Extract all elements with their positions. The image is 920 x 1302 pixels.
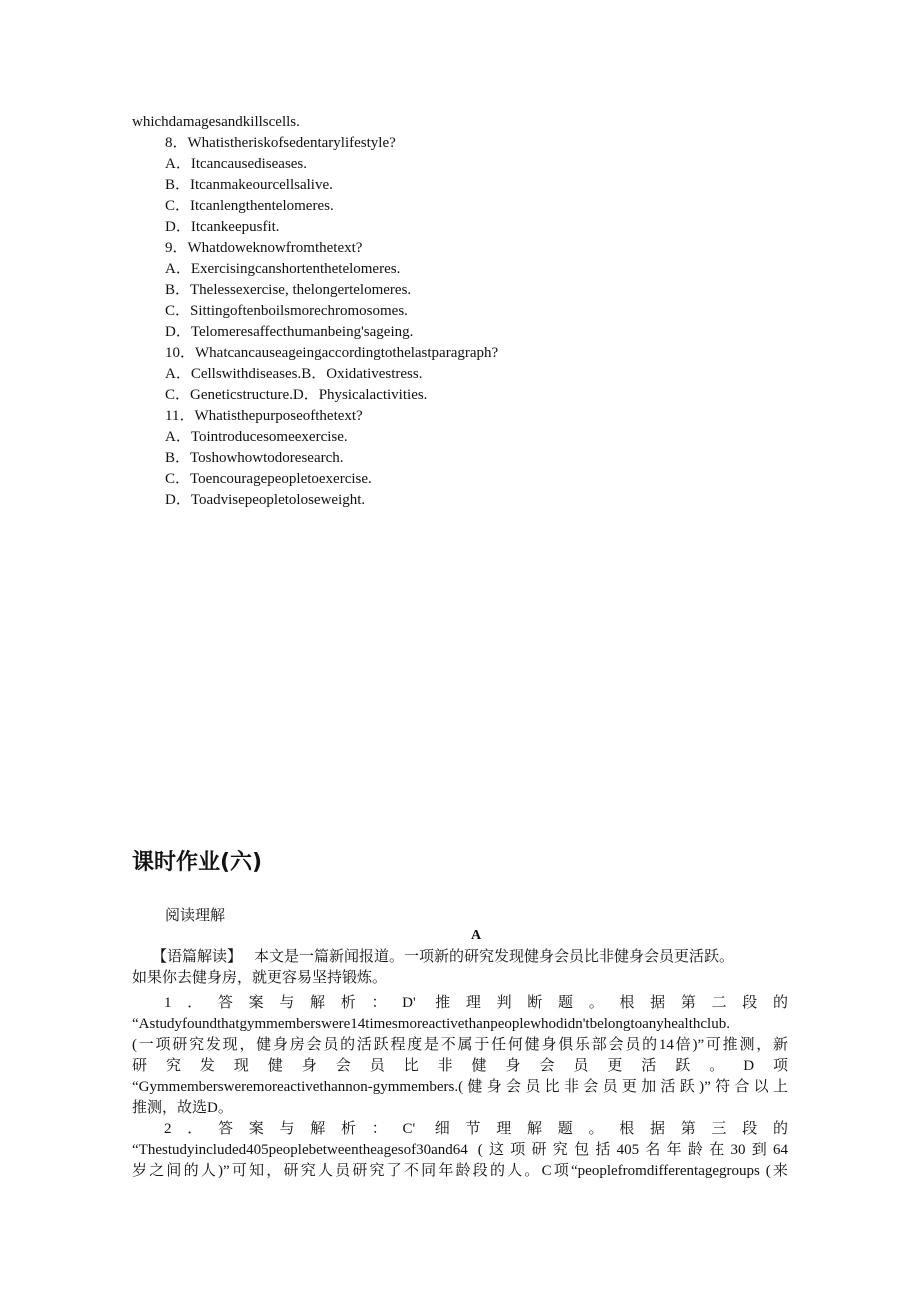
section-subheading: 阅读理解 [165,908,226,924]
question-11-option-a: A．Tointroducesomeexercise. [165,429,348,445]
answer-1-line-2: “Astudyfoundthatgymmemberswere14timesmoreactivethanpeoplewhodidn'tbelongtoanyhealthclub. [132,1016,730,1032]
question-9-option-a: A．Exercisingcanshortenthetelomeres. [165,261,401,277]
summary-line-2: 如果你去健身房，就更容易坚持锻炼。 [132,968,388,986]
question-11-option-d: D．Toadvisepeopletoloseweight. [165,492,366,508]
question-8-option-c: C．Itcanlengthentelomeres. [165,198,334,214]
question-10-options-cd: C．Geneticstructure.D．Physicalactivities. [165,387,428,403]
question-10-stem: 10．Whatcancauseageingaccordingtothelastparagraph? [165,345,499,361]
previous-paragraph-tail: whichdamagesandkillscells. [132,114,300,130]
answer-2-line-2: “Thestudyincluded405peoplebetweentheagesof30and64 (这项研究包括405名年龄在30到64 [132,1142,788,1158]
question-9-option-c: C．Sittingoftenboilsmorechromosomes. [165,303,408,319]
answer-1-line-6: 推测，故选D。 [132,1100,233,1116]
question-11-option-b: B．Toshowhowtodoresearch. [165,450,344,466]
question-11-option-c: C．Toencouragepeopletoexercise. [165,471,372,487]
question-8-option-a: A．Itcancausediseases. [165,156,308,172]
question-10-options-ab: A．Cellswithdiseases.B．Oxidativestress. [165,366,423,382]
part-label: A [470,928,482,943]
question-9-stem: 9．Whatdoweknowfromthetext? [165,240,363,256]
summary-text-1: 本文是一篇新闻报道。一项新的研究发现健身会员比非健身会员更活跃。 [254,947,735,965]
section-title: 课时作业(六) [132,850,263,875]
answer-1-line-3: (一项研究发现，健身房会员的活跃程度是不属于任何健身俱乐部会员的14倍)”可推测，新 [132,1037,788,1053]
answer-1-line-4: 研究发现健身会员比非健身会员更活跃。D项 [132,1058,788,1074]
question-8-option-d: D．Itcankeepusfit. [165,219,280,235]
question-9-option-b: B．Thelessexercise, thelongertelomeres. [165,282,412,298]
summary-label: 【语篇解读】 [152,947,243,965]
question-8-stem: 8．Whatistheriskofsedentarylifestyle? [165,135,396,151]
question-11-stem: 11．Whatisthepurposeofthetext? [165,408,363,424]
question-9-option-d: D．Telomeresaffecthumanbeing'sageing. [165,324,414,340]
question-8-option-b: B．Itcanmakeourcellsalive. [165,177,333,193]
answer-2-line-3: 岁之间的人)”可知，研究人员研究了不同年龄段的人。C项“peoplefromdifferentagegroups (来 [132,1163,788,1179]
summary-line-1 [132,946,792,968]
answer-1-line-5: “Gymmembersweremoreactivethannon-gymmembers.(健身会员比非会员更加活跃)”符合以上 [132,1079,788,1095]
answer-2-line-1: 2．答案与解析：C' 细节理解题。根据第三段的 [164,1121,788,1137]
answer-1-line-1: 1．答案与解析：D' 推理判断题。根据第二段的 [164,995,788,1011]
